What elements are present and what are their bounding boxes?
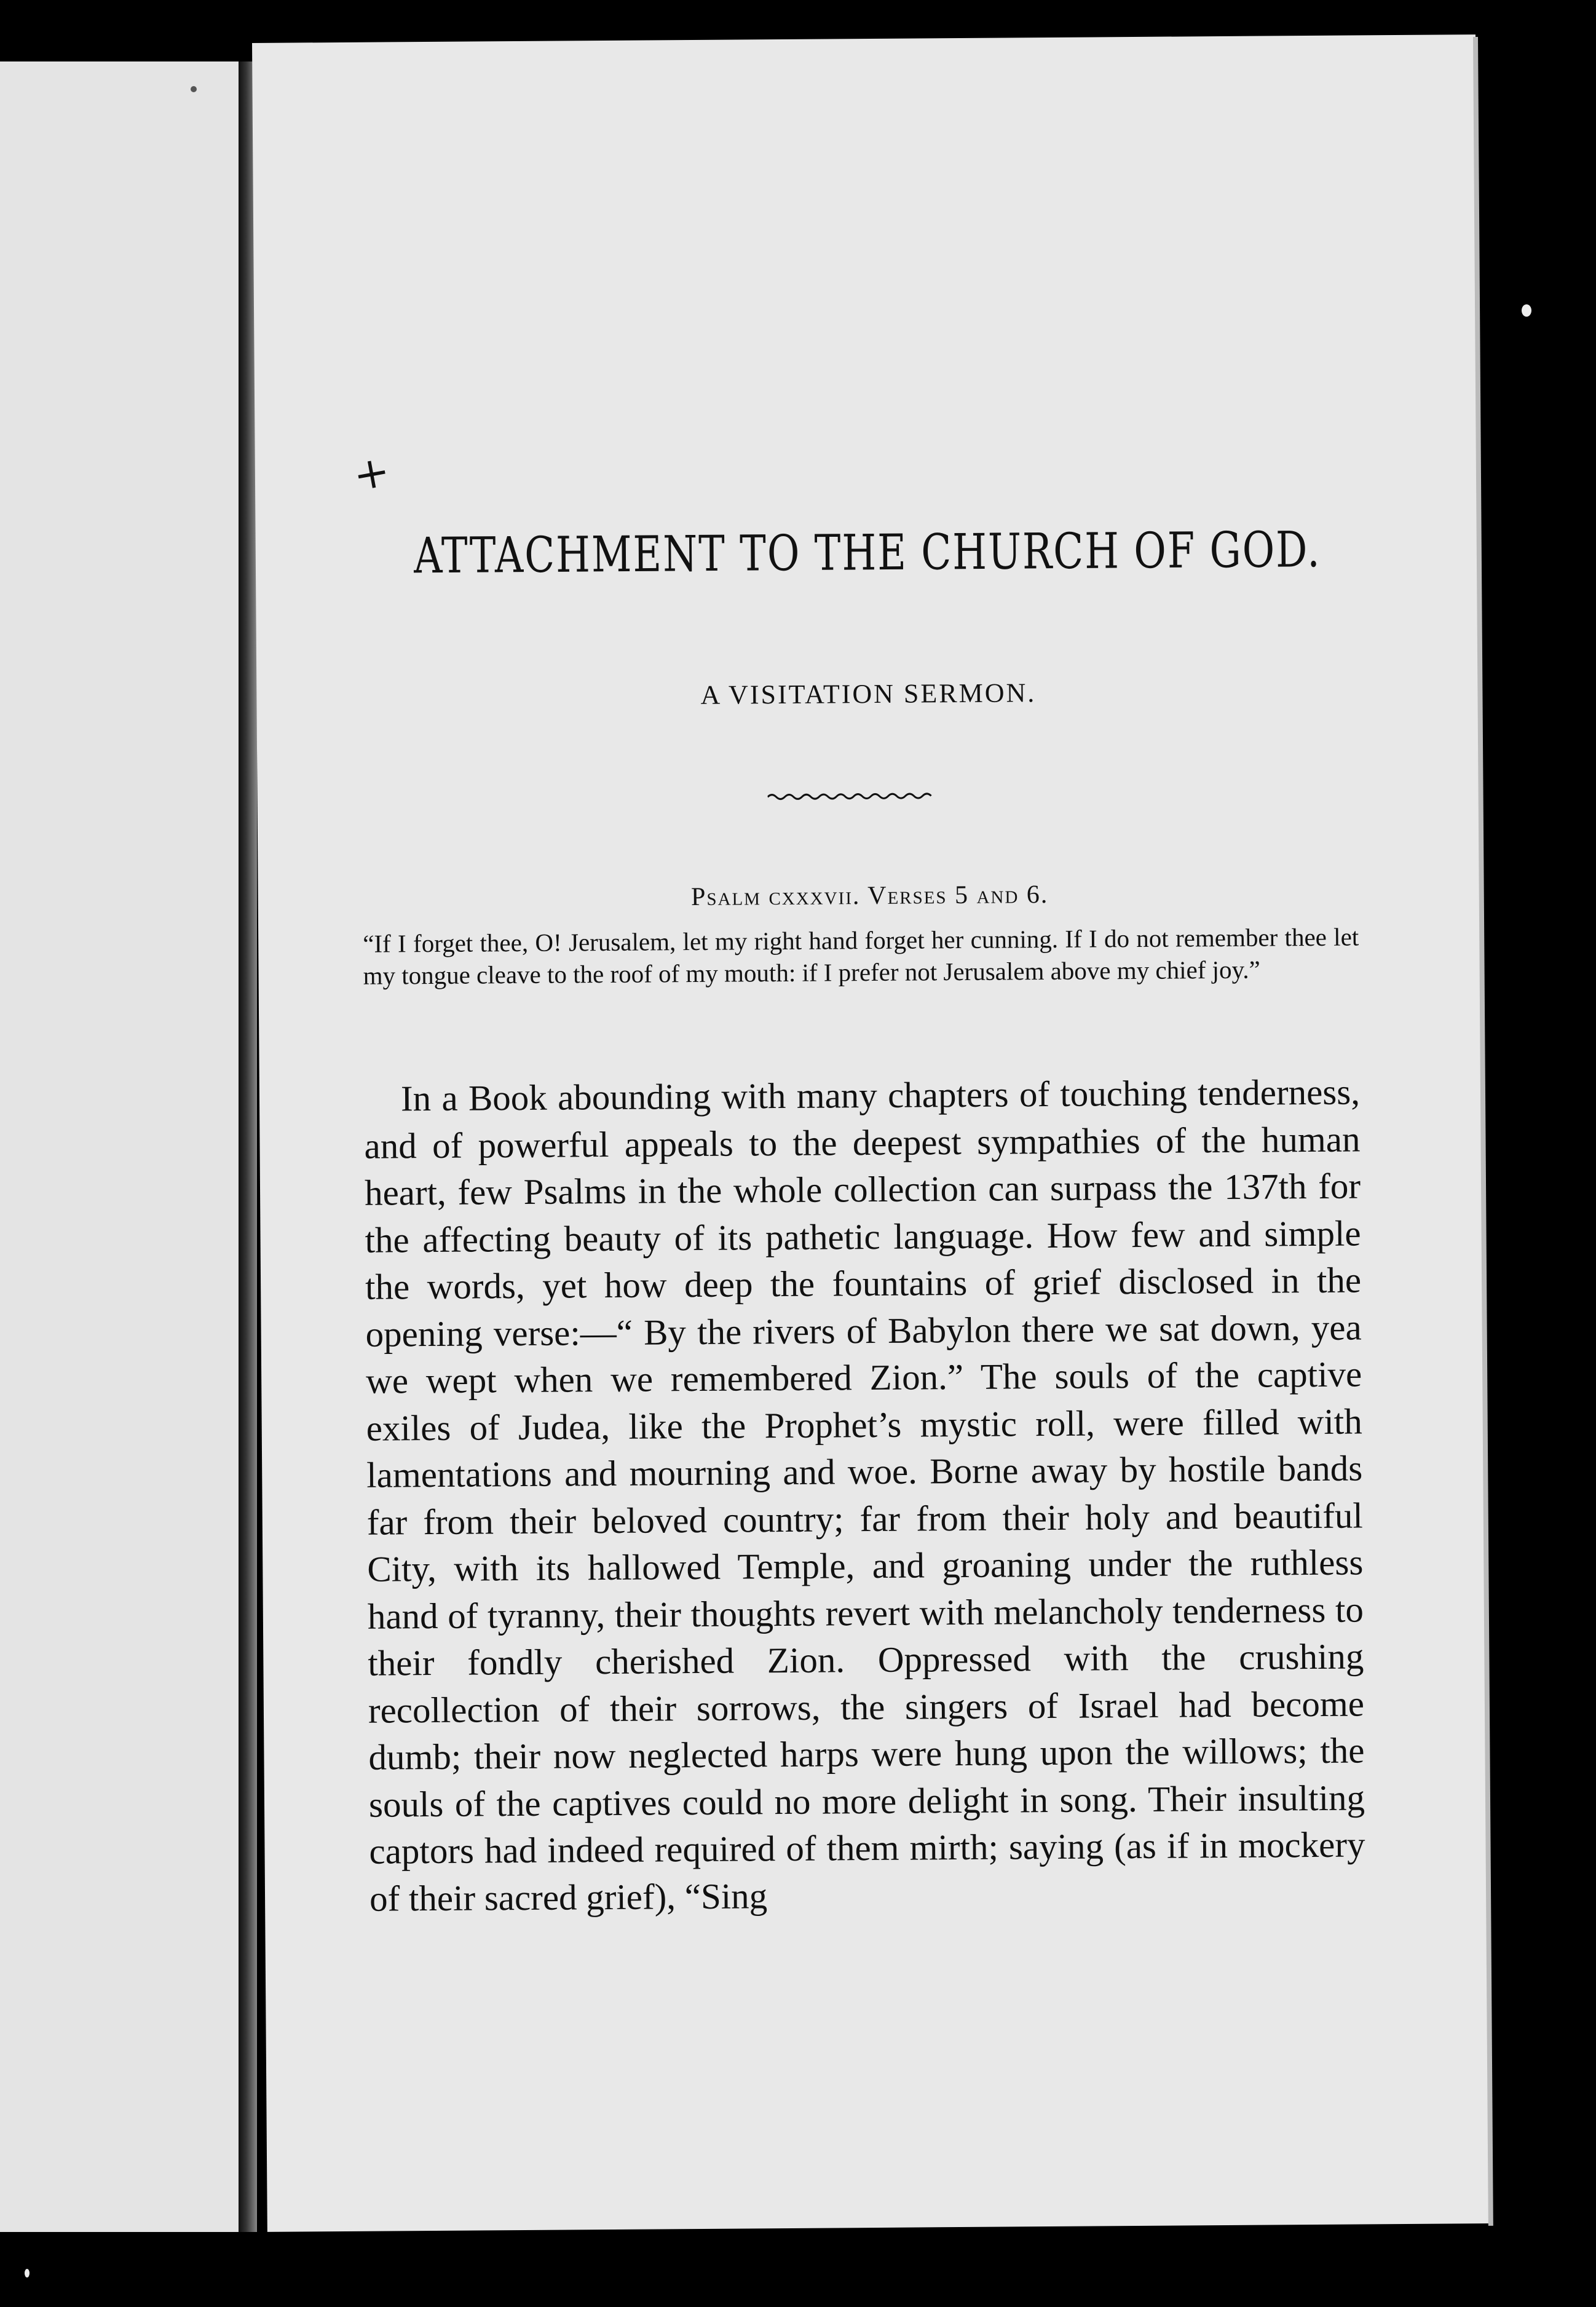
- scripture-quote: “If I forget thee, O! Jerusalem, let my right hand forget her cunning. If I do not remember thee let my tongue cleave to the roof of my mouth: if I prefer not Jerusalem above my chief joy.”: [363, 922, 1359, 990]
- scripture-reference: Psalm cxxxvii. Verses 5 and 6.: [690, 880, 1049, 912]
- paper-speck: [1522, 304, 1531, 317]
- paper-speck: [191, 86, 197, 92]
- page: [252, 34, 1491, 2232]
- paper-speck: [25, 2269, 30, 2277]
- facing-page-blank: [0, 61, 240, 2232]
- sermon-subtitle: A VISITATION SERMON.: [700, 678, 1037, 710]
- sermon-title: ATTACHMENT TO THE CHURCH OF GOD.: [413, 521, 1321, 585]
- annotation-mark: +: [349, 445, 394, 502]
- decorative-wavy-rule: [768, 791, 934, 801]
- sermon-body-paragraph: In a Book abounding with many chapters of touching tenderness, and of powerful appeals to the deepest sympathies of the human heart, few Psalms in the whole collection can surpass the 137th for the affecting beauty of its pathetic language. How few and simple the words, yet how deep the fountains of grief disclosed in the opening verse:—“ By the rivers of Babylon there we sat down, yea we wept when we remembered Zion.” The souls of the captive exiles of Judea, like the Prophet’s mystic roll, were filled with lamentations and mourning and woe. Borne away by hostile bands far from their beloved country; far from their holy and beautiful City, with its hallowed Temple, and groaning under the ruthless hand of tyranny, their thoughts revert with melancholy tenderness to their fondly cherished Zion. Oppressed with the crushing recollection of their sorrows, the singers of Israel had become dumb; their now neglected harps were hung upon the willows; the souls of the captives could no more delight in song. Their insulting captors had indeed required of them mirth; saying (as if in mockery of their sacred grief), “Sing: [364, 1071, 1365, 1919]
